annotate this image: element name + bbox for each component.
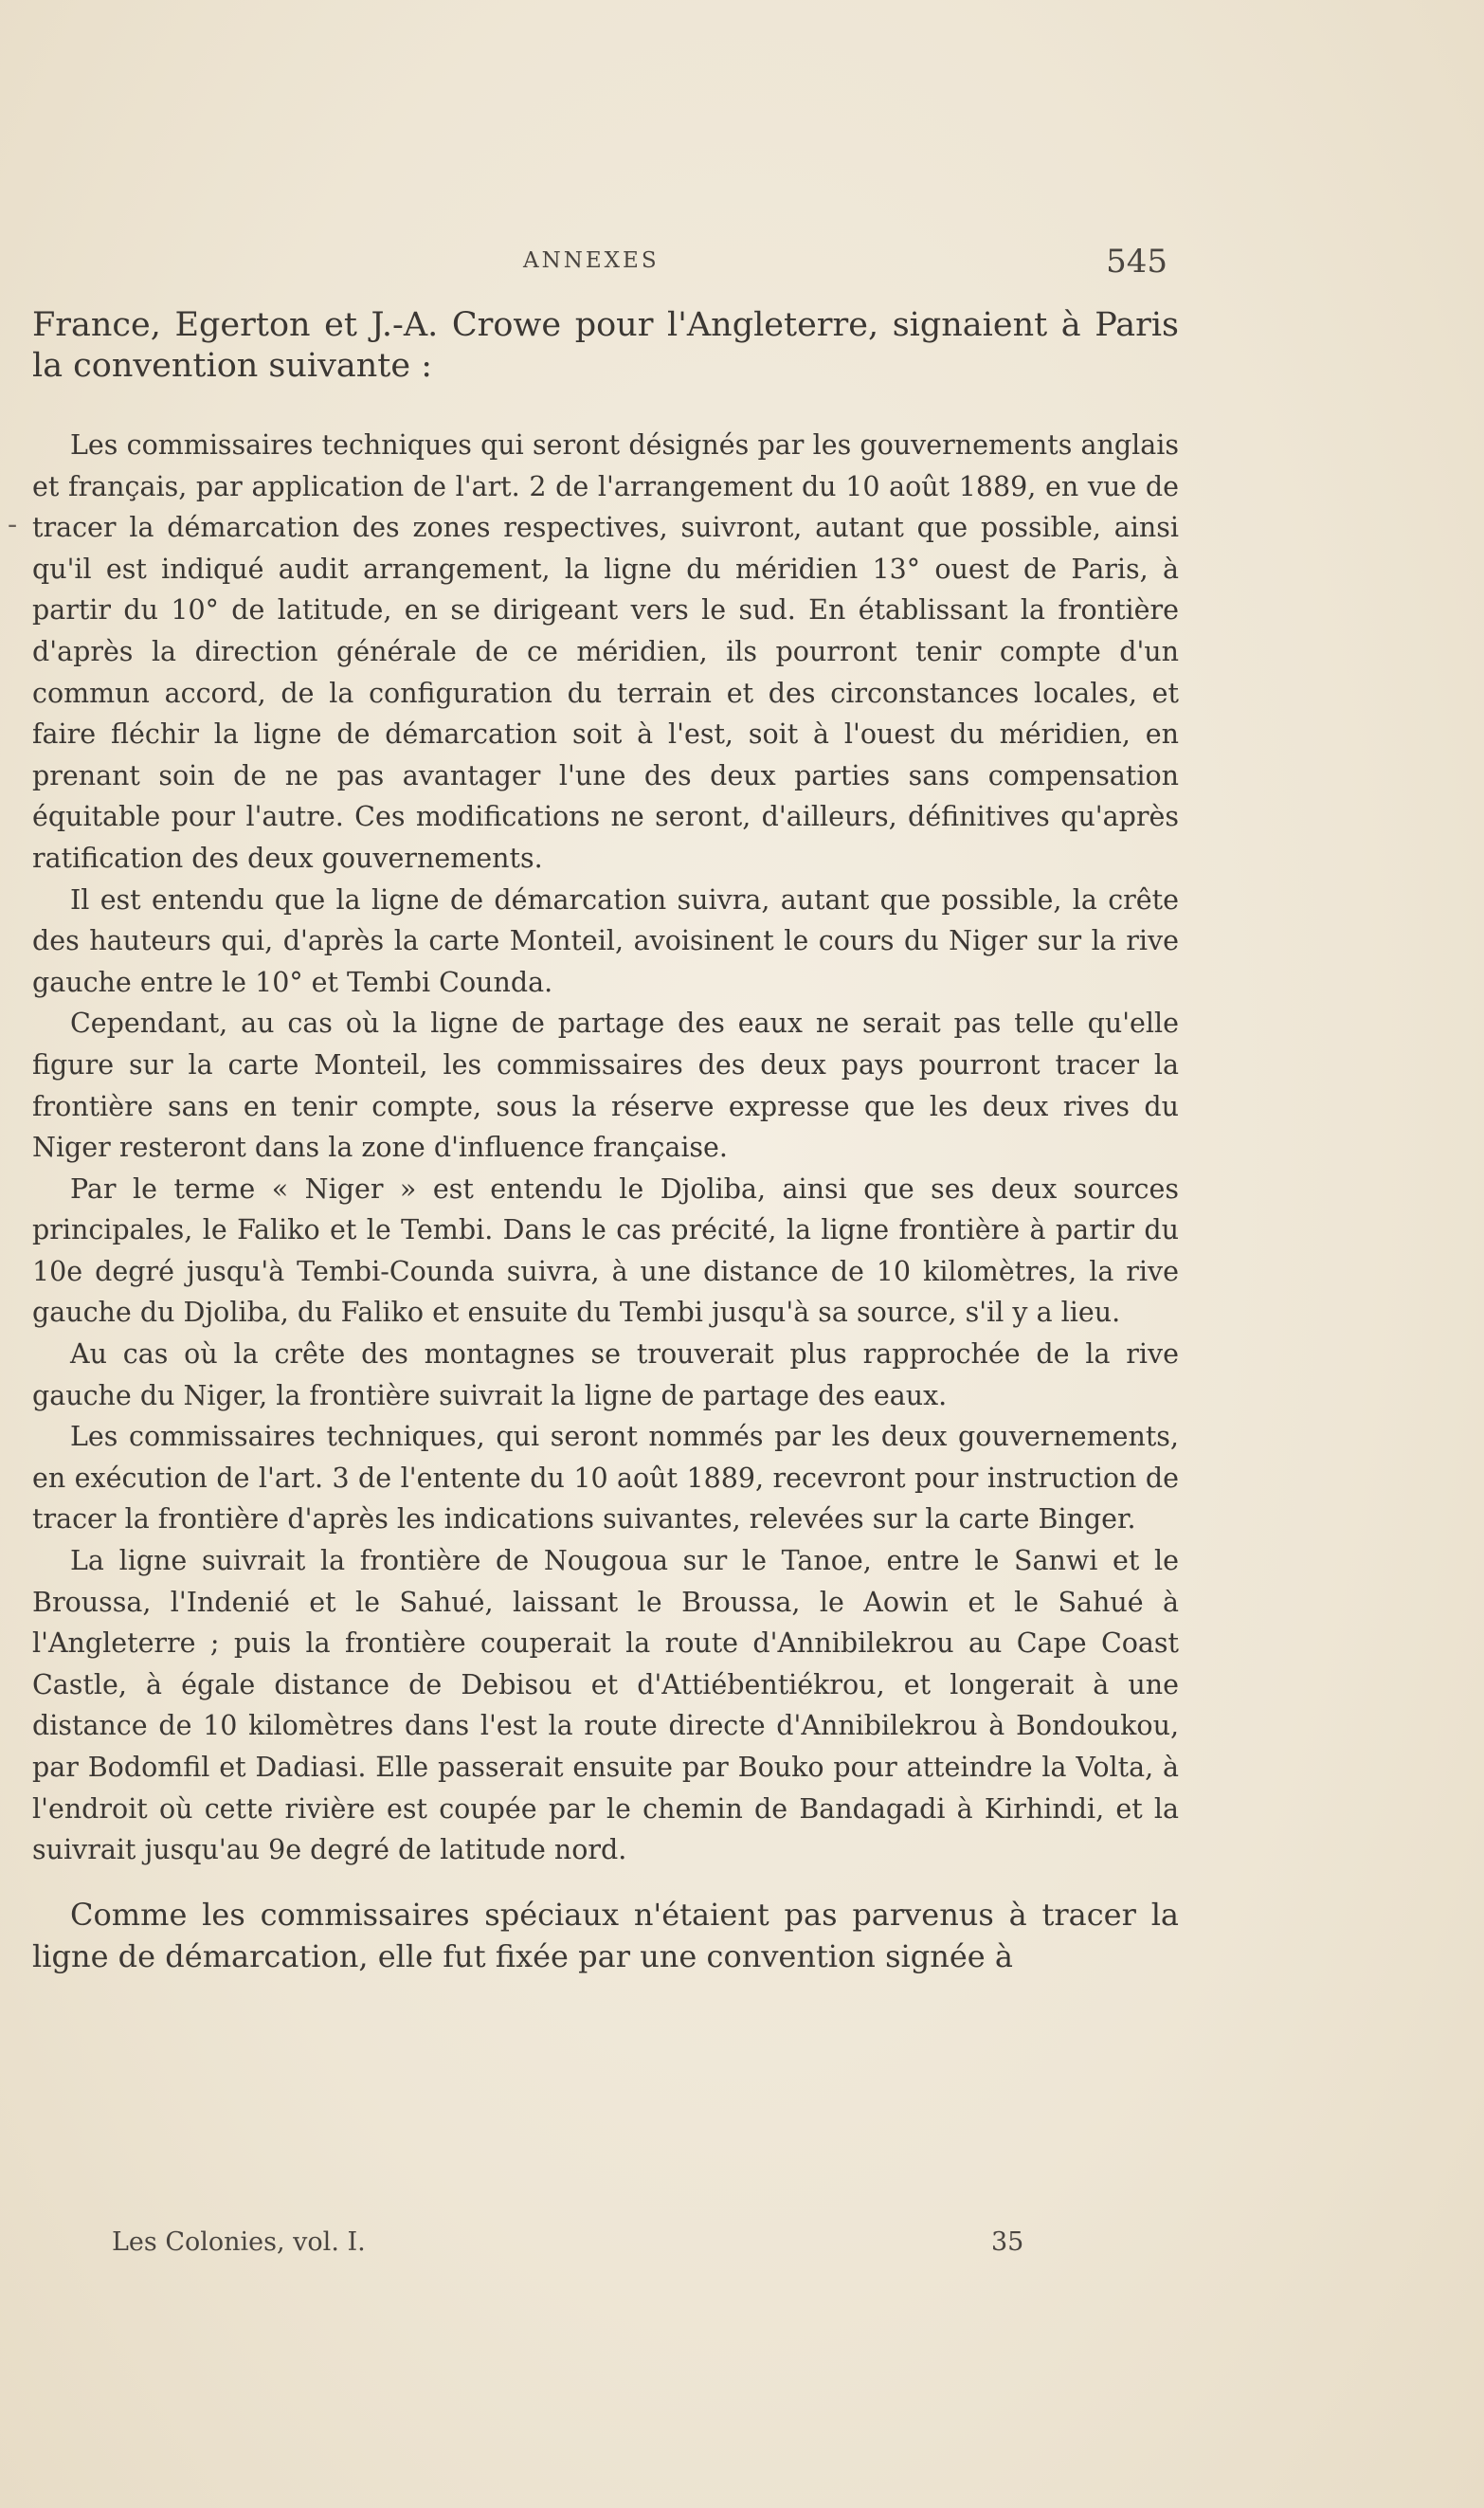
convention-clause-7: La ligne suivrait la frontière de Nougoua sur le Tanoe, entre le Sanwi et le Broussa, l'Indenié et le Sahué, laissant le Broussa, le Aowin et le Sahué à l'Angleterre ; puis la frontière couperait la route d'Annibilekrou au Cape Coast Castle, à égale distance de Debisou et d'Attiébentiékrou, et longerait à une distance de 10 kilomètres dans l'est la route directe d'Annibilekrou à Bondoukou, par Bodomfil et Dadiasi. Elle passerait ensuite par Bouko pour atteindre la Volta, à l'endroit où cette rivière est coupée par le chemin de Bandagadi à Kirhindi, et la suivrait jusqu'au 9e degré de latitude nord. xyxy=(32,1545,1179,1866)
convention-clause-6: Les commissaires techniques, qui seront nommés par les deux gouvernements, en exécution de l'art. 3 de l'entente du 10 août 1889, recevront pour instruction de tracer la frontière d'après les indications suivantes, relevées sur la carte Binger. xyxy=(32,1421,1179,1536)
convention-clause-2: Il est entendu que la ligne de démarcation suivra, autant que possible, la crête des hauteurs qui, d'après la carte Monteil, avoisinent le cours du Niger sur la rive gauche entre le 10° et Tembi Counda. xyxy=(32,883,1179,998)
running-title: ANNEXES xyxy=(523,248,660,273)
convention-clause-4: Par le terme « Niger » est entendu le Djoliba, ainsi que ses deux sources principales, le Faliko et le Tembi. Dans le cas précité, la ligne frontière à partir du 10e degré jusqu'à Tembi-Counda suivra, à une distance de 10 kilomètres, la rive gauche du Djoliba, du Faliko et ensuite du Tembi jusqu'à sa source, s'il y a lieu. xyxy=(32,1172,1179,1329)
signature-mark: 35 xyxy=(991,2227,1024,2257)
convention-clause-3: Cependant, au cas où la ligne de partage des eaux ne serait pas telle qu'elle figure sur la carte Monteil, les commissaires des deux pays pourront tracer la frontière sans en tenir compte, sous la réserve expresse que les deux rives du Niger resteront dans la zone d'influence française. xyxy=(32,1008,1179,1164)
margin-mark: - xyxy=(8,508,18,541)
volume-line: Les Colonies, vol. I. xyxy=(112,2227,366,2257)
page-header xyxy=(523,243,1167,286)
closing-paragraph: Comme les commissaires spéciaux n'étaient pas parvenus à tracer la ligne de démarcation, elle fut fixée par une convention signée à xyxy=(32,1896,1179,1974)
convention-clause-5: Au cas où la crête des montagnes se trouverait plus rapprochée de la rive gauche du Niger, la frontière suivrait la ligne de partage des eaux. xyxy=(32,1338,1179,1411)
page-body xyxy=(32,305,1179,1977)
page-number: 545 xyxy=(1106,243,1167,281)
intro-paragraph: France, Egerton et J.-A. Crowe pour l'Angleterre, signaient à Paris la convention suivante : xyxy=(32,306,1179,385)
page-footer xyxy=(112,2227,1183,2265)
convention-clause-1: Les commissaires techniques qui seront désignés par les gouvernements anglais et français, par application de l'art. 2 de l'arrangement du 10 août 1889, en vue de tracer la démarcation des zones respectives, suivront, autant que possible, ainsi qu'il est indiqué audit arrangement, la ligne du méridien 13° ouest de Paris, à partir du 10° de latitude, en se dirigeant vers le sud. En établissant la frontière d'après la direction générale de ce méridien, ils pourront tenir compte d'un commun accord, de la configuration du terrain et des circonstances locales, et faire fléchir la ligne de démarcation soit à l'est, soit à l'ouest du méridien, en prenant soin de ne pas avantager l'une des deux parties sans compensation équitable pour l'autre. Ces modifications ne seront, d'ailleurs, définitives qu'après ratification des deux gouvernements. xyxy=(32,429,1179,874)
